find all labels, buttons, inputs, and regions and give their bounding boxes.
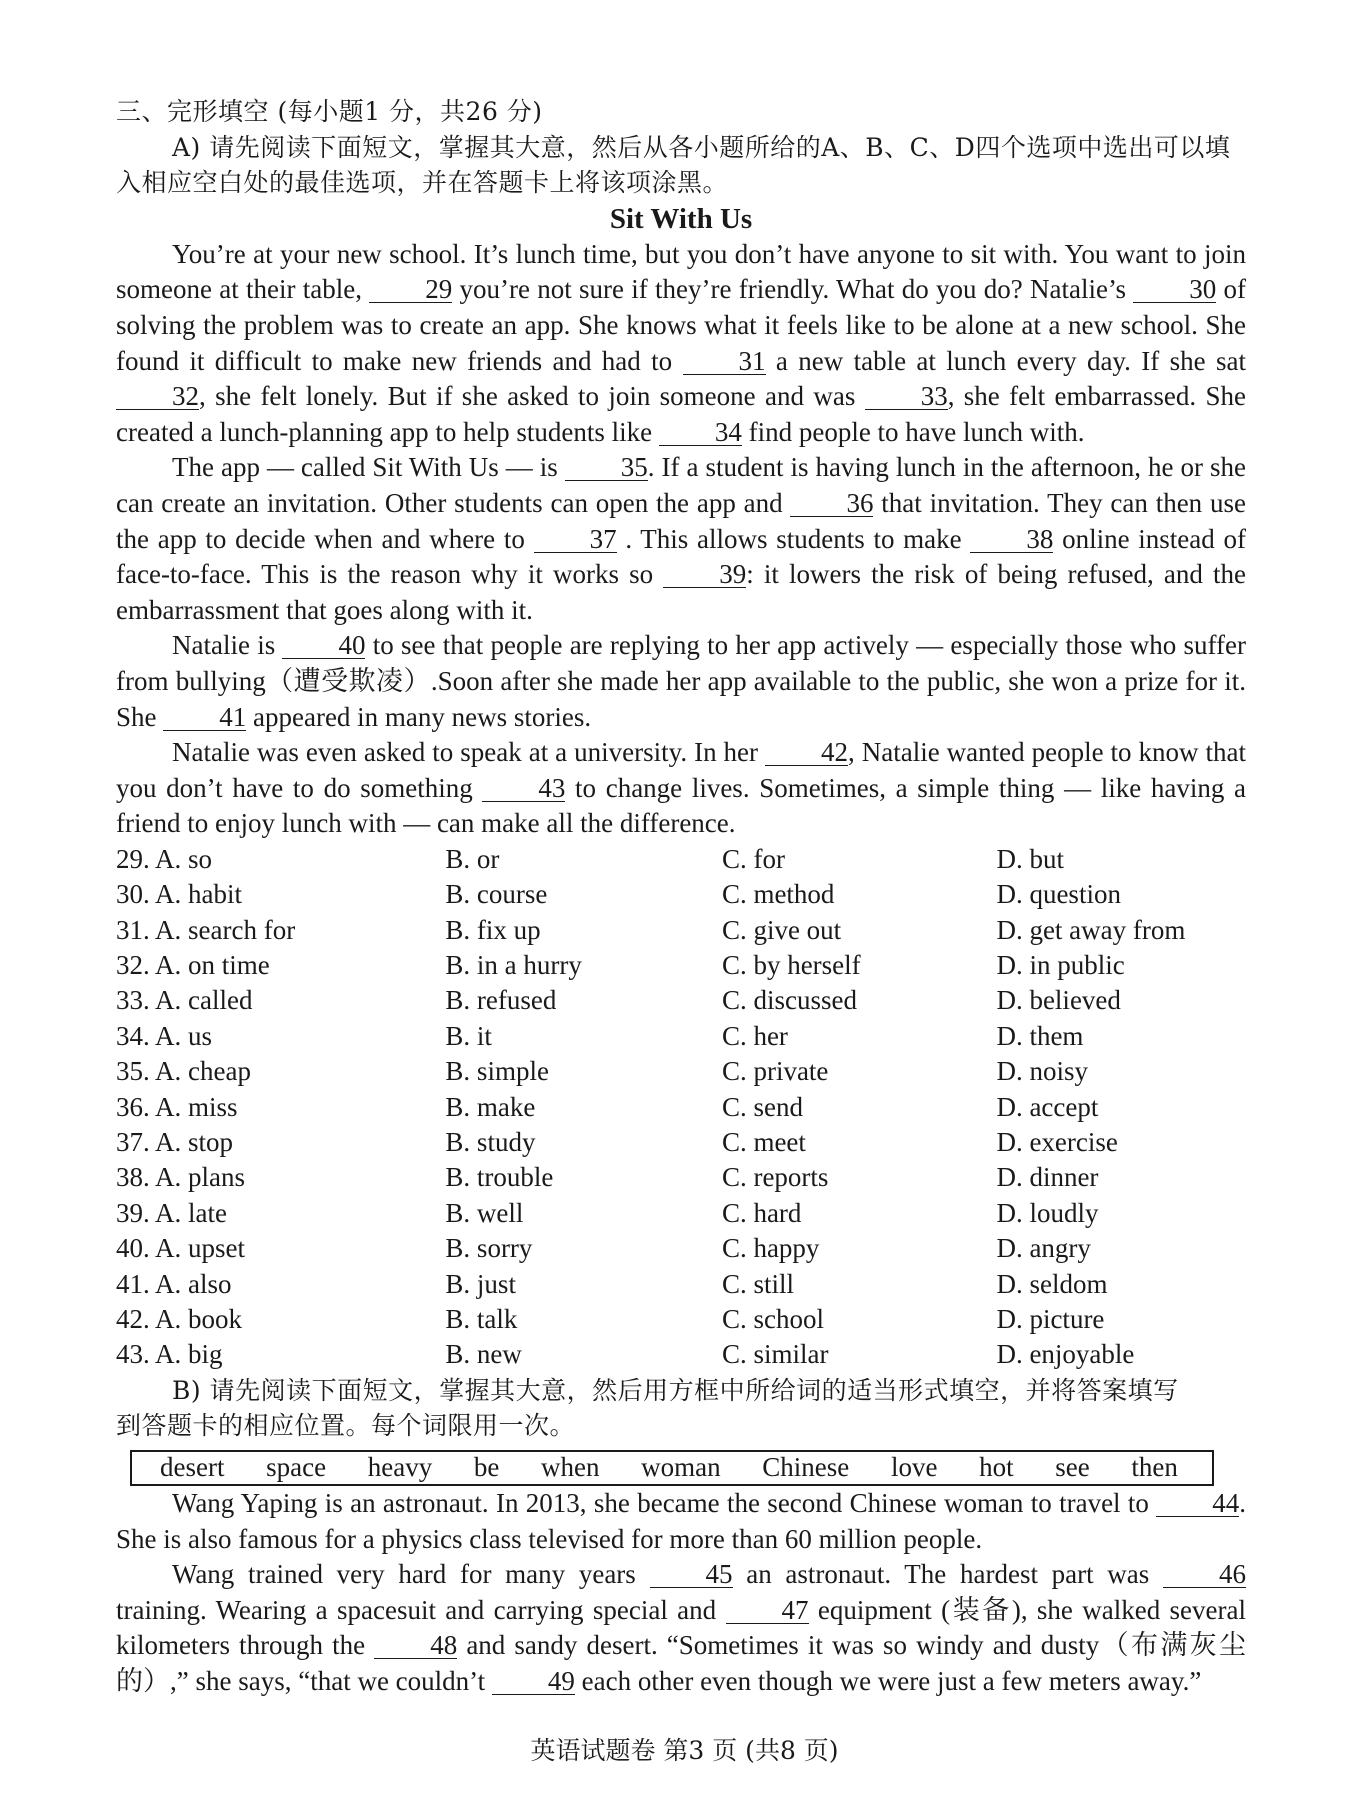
option-row-32: [116, 948, 1246, 983]
option-d[interactable]: D. accept: [996, 1091, 1099, 1122]
option-b[interactable]: B. in a hurry: [445, 950, 582, 981]
word-bank-item: be: [473, 1452, 500, 1483]
option-c[interactable]: C. for: [721, 843, 785, 874]
option-row-36: [116, 1090, 1246, 1125]
option-b[interactable]: B. it: [445, 1020, 492, 1051]
option-b[interactable]: B. simple: [445, 1056, 549, 1087]
part-a-instruction-line1: A) 请先阅读下面短文，掌握其大意，然后从各小题所给的A、B、C、D四个选项中选出可以填: [172, 132, 1231, 162]
section-heading: 三、完形填空 (每小题1 分，共26 分): [116, 97, 543, 126]
option-d[interactable]: D. loudly: [996, 1197, 1099, 1228]
blank-35[interactable]: 35: [565, 454, 648, 481]
option-b[interactable]: B. study: [445, 1127, 536, 1157]
option-b[interactable]: B. well: [445, 1197, 524, 1228]
option-row-39: [116, 1196, 1246, 1231]
blank-40[interactable]: 40: [282, 632, 365, 659]
option-d[interactable]: D. dinner: [996, 1162, 1099, 1193]
option-a[interactable]: 42. A. book: [116, 1303, 243, 1334]
option-a[interactable]: 33. A. called: [116, 985, 253, 1016]
option-a[interactable]: 30. A. habit: [116, 879, 242, 910]
option-a[interactable]: 37. A. stop: [116, 1127, 234, 1157]
blank-39[interactable]: 39: [663, 561, 746, 588]
option-row-43: [116, 1337, 1246, 1372]
blank-30[interactable]: 30: [1133, 276, 1216, 303]
blank-46[interactable]: 46: [1163, 1561, 1246, 1588]
blank-47[interactable]: 47: [726, 1597, 809, 1624]
option-c[interactable]: C. school: [721, 1303, 824, 1334]
option-b[interactable]: B. new: [445, 1339, 522, 1370]
blank-49[interactable]: 49: [492, 1668, 575, 1695]
option-row-42: [116, 1302, 1246, 1337]
options-table: [116, 842, 1246, 1373]
option-b[interactable]: B. fix up: [445, 914, 541, 945]
word-bank-item: see: [1055, 1452, 1090, 1483]
blank-43[interactable]: 43: [482, 775, 565, 802]
option-b[interactable]: B. sorry: [445, 1233, 533, 1264]
option-d[interactable]: D. angry: [996, 1233, 1091, 1264]
option-c[interactable]: C. happy: [721, 1233, 820, 1264]
option-c[interactable]: C. send: [721, 1091, 803, 1122]
option-b[interactable]: B. or: [445, 843, 500, 874]
option-b[interactable]: B. course: [445, 879, 548, 910]
option-c[interactable]: C. similar: [721, 1339, 829, 1370]
option-a[interactable]: 32. A. on time: [116, 950, 270, 981]
option-d[interactable]: D. enjoyable: [996, 1339, 1135, 1370]
option-d[interactable]: D. them: [996, 1020, 1084, 1051]
option-c[interactable]: C. reports: [721, 1162, 829, 1193]
option-b[interactable]: B. trouble: [445, 1162, 554, 1193]
passage-a-paragraph-2: The app — called Sit With Us — is 35. If a student is having lunch in the afternoon, he or she can create an invitation. Other students can open the app and 36 that invitation. They can then use the app to decide when and where to 37 . This allows students to make 38 online instead of face-to-face. This is the reason why it works so 39: it lowers the risk of being refused, and the embarrassment that goes along with it.: [116, 452, 1246, 625]
option-row-35: [116, 1054, 1246, 1089]
option-d[interactable]: D. question: [996, 879, 1121, 910]
option-row-37: [116, 1125, 1246, 1160]
blank-33[interactable]: 33: [865, 383, 948, 410]
option-d[interactable]: D. exercise: [996, 1127, 1118, 1157]
option-a[interactable]: 34. A. us: [116, 1020, 213, 1051]
page-footer: 英语试题卷 第3 页 (共8 页): [530, 1736, 839, 1765]
passage-b-paragraph-2: Wang trained very hard for many years 45 an astronaut. The hardest part was 46 training. Wearing a spacesuit and carrying special and 47 equipment (装备), she walked several kilometers through the 48 and sandy desert. “Sometimes it was so windy and dusty（布满灰尘的）,” she says, “that we couldn’t 49 each other even though we were just a few meters away.”: [116, 1559, 1247, 1696]
option-b[interactable]: B. make: [445, 1091, 536, 1122]
part-b-instruction-line1: B) 请先阅读下面短文，掌握其大意，然后用方框中所给词的适当形式填空，并将答案填写: [172, 1375, 1179, 1405]
option-a[interactable]: 29. A. so: [116, 843, 213, 874]
option-d[interactable]: D. in public: [996, 950, 1125, 981]
option-row-29: [116, 842, 1246, 877]
word-bank-item: then: [1131, 1452, 1178, 1483]
blank-32[interactable]: 32: [116, 383, 199, 410]
option-d[interactable]: D. believed: [996, 985, 1121, 1016]
option-d[interactable]: D. picture: [996, 1303, 1105, 1334]
option-a[interactable]: 41. A. also: [116, 1268, 232, 1299]
word-bank-item: woman: [641, 1452, 721, 1483]
option-c[interactable]: C. give out: [721, 914, 842, 945]
option-a[interactable]: 35. A. cheap: [116, 1056, 251, 1087]
option-d[interactable]: D. but: [996, 843, 1064, 874]
option-d[interactable]: D. seldom: [996, 1268, 1108, 1299]
option-row-41: [116, 1267, 1246, 1302]
part-b-instruction-line2: 到答题卡的相应位置。每个词限用一次。: [116, 1411, 576, 1441]
word-bank-item: when: [541, 1452, 600, 1483]
option-d[interactable]: D. get away from: [996, 914, 1186, 945]
option-row-33: [116, 983, 1246, 1018]
option-c[interactable]: C. private: [721, 1056, 829, 1087]
option-c[interactable]: C. discussed: [721, 985, 857, 1016]
option-a[interactable]: 43. A. big: [116, 1339, 223, 1370]
word-bank-item: space: [266, 1452, 327, 1483]
word-bank-box: [130, 1450, 1214, 1486]
option-row-31: [116, 913, 1246, 948]
option-row-38: [116, 1160, 1246, 1195]
passage-a-paragraph-1: You’re at your new school. It’s lunch time, but you don’t have anyone to sit with. You want to join someone at their table, 29 you’re not sure if they’re friendly. What do you do? Natalie’s 30 of solving the problem was to create an app. She knows what it feels like to be alone at a new school. She found it difficult to make new friends and had to 31 a new table at lunch every day. If she sat 32, she felt lonely. But if she asked to join someone and was 33, she felt embarrassed. She created a lunch-planning app to help students like 34 find people to have lunch with.: [116, 238, 1246, 447]
word-bank-item: desert: [160, 1452, 225, 1483]
part-a-instruction-line2: 入相应空白处的最佳选项，并在答题卡上将该项涂黑。: [116, 168, 729, 198]
blank-36[interactable]: 36: [790, 490, 873, 517]
word-bank-item: hot: [979, 1452, 1014, 1483]
blank-44[interactable]: 44: [1156, 1490, 1239, 1517]
passage-a-paragraph-4: Natalie was even asked to speak at a university. In her 42, Natalie wanted people to know that you don’t have to do something 43 to change lives. Sometimes, a simple thing — like having a friend to enjoy lunch with — can make all the difference.: [116, 737, 1246, 839]
option-c[interactable]: C. by herself: [721, 950, 861, 981]
option-c[interactable]: C. method: [721, 879, 835, 910]
option-a[interactable]: 39. A. late: [116, 1197, 227, 1228]
option-b[interactable]: B. just: [445, 1268, 516, 1299]
option-c[interactable]: C. hard: [721, 1197, 802, 1228]
blank-38[interactable]: 38: [970, 526, 1053, 553]
option-c[interactable]: C. her: [721, 1020, 788, 1051]
word-bank-item: heavy: [367, 1452, 433, 1483]
option-d[interactable]: D. noisy: [996, 1056, 1088, 1087]
blank-41[interactable]: 41: [163, 704, 246, 731]
blank-34[interactable]: 34: [659, 419, 742, 446]
option-row-34: [116, 1019, 1246, 1054]
passage-title: Sit With Us: [609, 202, 753, 235]
option-a[interactable]: 36. A. miss: [116, 1091, 238, 1122]
option-row-30: [116, 877, 1246, 912]
passage-a-paragraph-3: Natalie is 40 to see that people are replying to her app actively — especially those who suffer from bullying（遭受欺凌）.Soon after she made her app available to the public, she won a prize for it. She 41 appeared in many news stories.: [116, 630, 1247, 732]
option-c[interactable]: C. meet: [721, 1127, 806, 1157]
exam-page: [116, 94, 1246, 1699]
blank-45[interactable]: 45: [650, 1561, 733, 1588]
blank-29[interactable]: 29: [369, 276, 452, 303]
blank-48[interactable]: 48: [374, 1632, 457, 1659]
word-bank-item: love: [890, 1452, 938, 1483]
blank-37[interactable]: 37: [534, 526, 617, 553]
blank-42[interactable]: 42: [765, 739, 848, 766]
option-a[interactable]: 38. A. plans: [116, 1162, 246, 1193]
passage-b-paragraph-1: Wang Yaping is an astronaut. In 2013, she became the second Chinese woman to travel to 44. She is also famous for a physics class televised for more than 60 million people.: [116, 1487, 1246, 1554]
option-a[interactable]: 31. A. search for: [116, 914, 296, 945]
option-c[interactable]: C. still: [721, 1268, 794, 1299]
option-row-40: [116, 1231, 1246, 1266]
blank-31[interactable]: 31: [683, 348, 766, 375]
option-a[interactable]: 40. A. upset: [116, 1233, 246, 1264]
option-b[interactable]: B. talk: [445, 1303, 518, 1334]
option-b[interactable]: B. refused: [445, 985, 557, 1016]
word-bank-item: Chinese: [762, 1452, 850, 1483]
